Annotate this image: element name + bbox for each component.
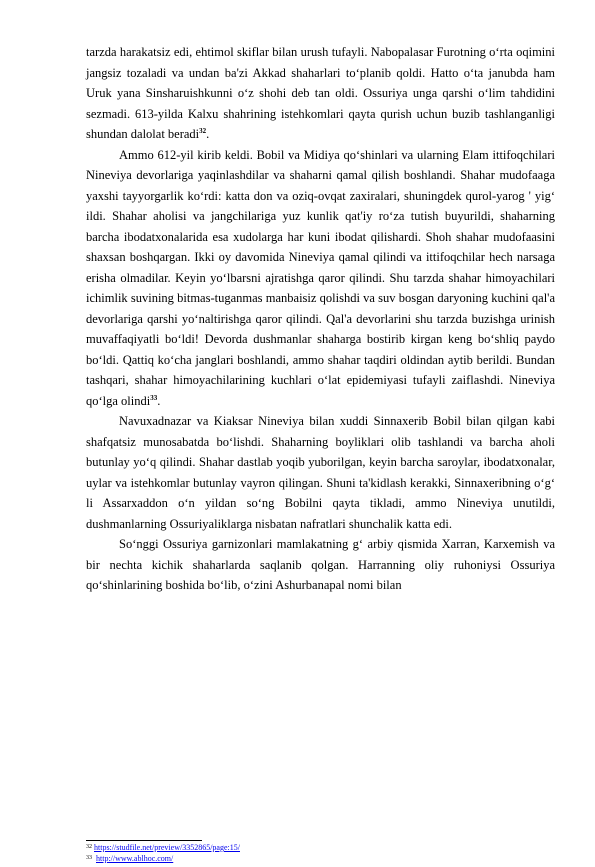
paragraph-2: Ammo 612-yil kirib keldi. Bobil va Midiya qo‘shinlari va ularning Elam ittifoqchilari Nineviya devorlariga yaqinlashdilar va shaharni qamal qilish boshlandi. Shahar mudofaaga yaxshi tayyorgarlik ko‘rdi: katta don va oziq-ovqat zaxiralari, shuningdek qurol-yarog ' yig‘ ildi. Shahar aholisi va jangchilariga yuz kunlik qat'iy ro‘za tutish buyurildi, shaharning barcha ibodatxonalarida esa xudolarga har kuni ibodat qilishardi. Shoh shahar mudofaasini shaxsan boshqargan. Ikki oy davomida Nineviya qamal qilindi va ittifoqchilar hech narsaga erisha olmadilar. Keyin yo‘lbarsni ajratishga qaror qilindi. Shu tarzda shahar himoyachilari ichimlik suvining bitmas-tuganmas manbaisiz qolishdi va suv bosgan daryoning kuchini qal'a devorlariga qarshi yo‘naltirishga qaror qilindi. Qal'a devorlarini shu tarzda buzishga urinish muvaffaqiyatli bo‘ldi! Devorda dushmanlar shaharga bostirib kirgan keng bo‘shliq paydo bo‘ldi. Qattiq ko‘cha janglari boshlandi, ammo shahar taqdiri oldindan aytib berildi. Bundan tashqari, shahar himoyachilarining kuchlari o‘lat epidemiyasi tufayli zaiflashdi. Nineviya qo‘lga olindi$^{33}$. [86,147,555,408]
footnote-ref-32[interactable]: 32 [199,127,207,135]
document-body [86,42,555,596]
paragraph-text: So‘nggi Ossuriya garnizonlari mamlakatning g‘ arbiy qismida Xarran, Karxemish va bir nechta kichik shaharlarda saqlanib qolgan. Harranning oliy ruhoniysi Ossuriya qo‘shinlarining boshida bo‘lib, o‘zini Ashurbanapal nomi bilan [86,537,555,592]
footnotes [86,842,555,864]
paragraph-4 [86,534,555,596]
footnote-number: 33 [86,855,92,861]
paragraph-1: tarzda harakatsiz edi, ehtimol skiflar bilan urush tufayli. Nabopalasar Furotning o‘rta oqimini jangsiz tozaladi va undan ba'zi Akkad shaharlari to‘planib qoldi. Hatto o‘ta janubda ham Uruk yana Sinsharuishkunni o‘z shohi deb tan oldi. Ossuriya unga qarshi o‘lim tahdidini sezmadi. 613-yilda Kalxu shahrining istehkomlari qayta qurish uchun buzib tashlanganligi shundan dalolat beradi$^{32}$. [86,45,555,141]
footnote-32 [86,842,555,853]
paragraph-3 [86,411,555,534]
paragraph-text: Ammo 612-yil kirib keldi. Bobil va Midiya qo‘shinlari va ularning Elam ittifoqchilari Nineviya devorlariga yaqinlashdilar va shaharni qamal qilish boshlandi. Shahar mudofaaga yaxshi tayyorgarlik ko‘rdi: katta don va oziq-ovqat zaxiralari, shuningdek qurol-yarog ' yig‘ ildi. Shahar aholisi va jangchilariga yuz kunlik qat'iy ro‘za tutish buyurildi, shaharning barcha ibodatxonalarida esa xudolarga har kuni ibodat qilishardi. Shoh shahar mudofaasini shaxsan boshqargan. Ikki oy davomida Nineviya qamal qilindi va ittifoqchilar hech narsaga erisha olmadilar. Keyin yo‘lbarsni ajratishga qaror qilindi. Shu tarzda shahar himoyachilari ichimlik suvining bitmas-tuganmas manbaisiz qolishdi va suv bosgan daryoning kuchini qal'a devorlariga qarshi yo‘naltirishga qaror qilindi. Qal'a devorlarini shu tarzda buzishga urinish muvaffaqiyatli bo‘ldi! Devorda dushmanlar shaharga bostirib kirgan keng bo‘shliq paydo bo‘ldi. Qattiq ko‘cha janglari boshlandi, ammo shahar taqdiri oldindan aytib berildi. Bundan tashqari, shahar himoyachilarining kuchlari o‘lat epidemiyasi tufayli zaiflashdi. Nineviya qo‘lga olindi [86,147,555,408]
paragraph-text: tarzda harakatsiz edi, ehtimol skiflar bilan urush tufayli. Nabopalasar Furotning o‘rta oqimini jangsiz tozaladi va undan ba'zi Akkad shaharlari to‘planib qoldi. Hatto o‘ta janubda ham Uruk yana Sinsharuishkunni o‘z shohi deb tan oldi. Ossuriya unga qarshi o‘lim tahdidini sezmadi. 613-yilda Kalxu shahrining istehkomlari qayta qurish uchun buzib tashlanganligi shundan dalolat beradi [86,45,555,141]
footnote-link[interactable]: https://studfile.net/preview/3352865/page:15/ [94,843,240,852]
footnote-ref-33[interactable]: 33 [150,393,158,402]
footnote-separator [86,840,202,841]
footnote-link[interactable]: http://www.ablhoc.com/ [96,854,174,863]
footnote-33 [86,853,555,864]
paragraph-text: Navuxadnazar va Kiaksar Nineviya bilan xuddi Sinnaxerib Bobil bilan qilgan kabi shafqatsiz munosabatda bo‘lishdi. Shaharning boyliklari olib tashlandi va barcha aholi butunlay yo‘q qilindi. Shahar dastlab yoqib yuborilgan, keyin barcha saroylar, ibodatxonalar, uylar va istehkomlar butunlay vayron qilingan. Shuni ta'kidlash kerakki, Sinnaxeribning o‘g‘ li Assarxaddon o‘n yildan so‘ng Bobilni qayta tikladi, ammo Nineviya unutildi, dushmanlarning Ossuriyaliklarga nisbatan nafratlari shunchalik katta edi. [86,414,555,531]
footnote-number: 32 [86,844,92,850]
